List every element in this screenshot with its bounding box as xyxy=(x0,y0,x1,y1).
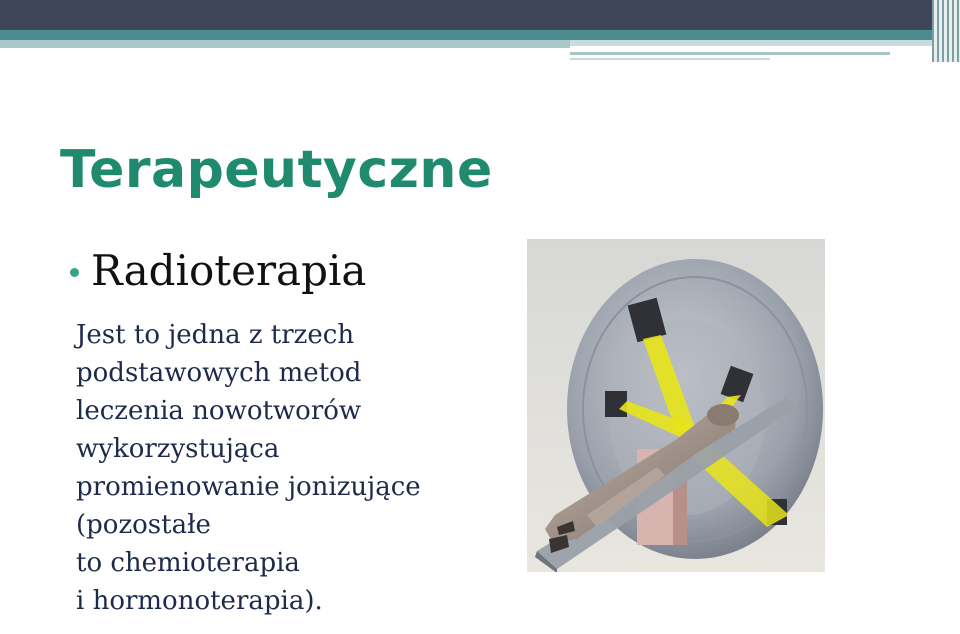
bullet-dot-icon xyxy=(70,268,79,277)
body-line: wykorzystująca xyxy=(76,434,280,464)
header-line xyxy=(570,52,890,55)
header-stripes xyxy=(932,0,960,62)
header-band-light xyxy=(0,40,570,48)
bullet-item xyxy=(70,246,366,295)
radiotherapy-illustration-icon xyxy=(527,239,825,572)
body-paragraph xyxy=(76,316,516,620)
header-band-teal xyxy=(0,30,960,40)
body-line: podstawowych metod xyxy=(76,358,362,388)
bullet-text: Radioterapia xyxy=(91,246,367,295)
body-line: (pozostałe xyxy=(76,510,211,540)
header-band-light-right xyxy=(570,40,960,46)
header-line xyxy=(570,58,770,60)
body-line: Jest to jedna z trzech xyxy=(76,320,355,350)
body-line: promienowanie jonizujące xyxy=(76,472,421,502)
body-line: to chemioterapia xyxy=(76,548,300,578)
slide-title: Terapeutyczne xyxy=(60,140,493,200)
header-band-dark xyxy=(0,0,960,30)
body-line: i hormonoterapia). xyxy=(76,586,323,616)
body-line: leczenia nowotworów xyxy=(76,396,362,426)
